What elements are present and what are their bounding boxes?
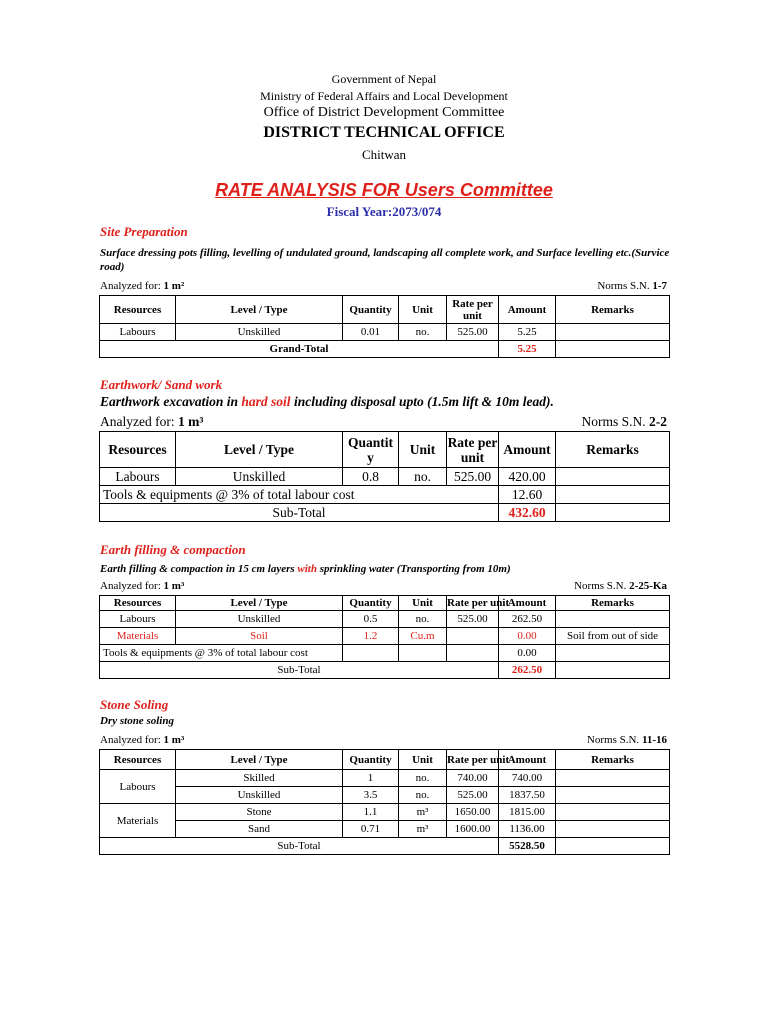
col-rate: Rate per unit xyxy=(447,750,499,770)
table-row xyxy=(100,324,670,341)
tools-row xyxy=(100,486,670,504)
earth-filling-norms: Norms S.N. 2-25-Ka xyxy=(574,580,667,592)
stone-soling-description: Dry stone soling xyxy=(100,715,174,727)
col-quantity: Quantity xyxy=(343,750,399,770)
cell-level: Stone xyxy=(176,804,343,821)
cell-resource: Materials xyxy=(100,628,176,645)
site-prep-norms: Norms S.N. 1-7 xyxy=(597,280,667,292)
tools-amount: 0.00 xyxy=(499,645,556,662)
cell-level: Unskilled xyxy=(176,324,343,341)
cell-level: Sand xyxy=(176,821,343,838)
page-title: RATE ANALYSIS FOR Users Committee xyxy=(215,180,553,200)
cell-resource: Labours xyxy=(100,468,176,486)
table-row xyxy=(100,770,670,787)
tools-amount: 12.60 xyxy=(499,486,556,504)
cell-unit: no. xyxy=(399,468,447,486)
fiscal-year: Fiscal Year:2073/074 xyxy=(326,204,442,219)
tools-row xyxy=(100,645,670,662)
cell-remarks xyxy=(556,804,670,821)
cell-resource: Labours xyxy=(100,324,176,341)
subtotal-row xyxy=(100,662,670,679)
cell-remarks xyxy=(556,770,670,787)
cell-quantity: 0.8 xyxy=(343,468,399,486)
col-unit: Unit xyxy=(399,596,447,611)
grand-total-value: 5.25 xyxy=(499,341,556,358)
earthwork-description: Earthwork excavation in hard soil including disposal upto (1.5m lift & 10m lead). xyxy=(100,394,554,409)
cell-level: Skilled xyxy=(176,770,343,787)
table-header-row xyxy=(100,296,670,324)
cell-quantity: 1 xyxy=(343,770,399,787)
subtotal-value: 432.60 xyxy=(499,504,556,522)
cell-rate: 740.00 xyxy=(447,770,499,787)
cell-quantity xyxy=(343,645,399,662)
col-unit: Unit xyxy=(399,432,447,468)
grand-total-row xyxy=(100,341,670,358)
cell-level: Soil xyxy=(176,628,343,645)
cell-level: Unskilled xyxy=(176,468,343,486)
group-labours: Labours xyxy=(100,770,176,804)
cell-remarks xyxy=(556,341,670,358)
cell-rate: 525.00 xyxy=(447,324,499,341)
cell-remarks xyxy=(556,645,670,662)
cell-rate: 1650.00 xyxy=(447,804,499,821)
cell-amount: 1136.00 xyxy=(499,821,556,838)
earthwork-table xyxy=(99,431,670,522)
cell-unit: m³ xyxy=(399,804,447,821)
table-header-row xyxy=(100,750,670,770)
cell-rate xyxy=(447,645,499,662)
site-prep-title: Site Preparation xyxy=(100,224,188,239)
cell-remarks xyxy=(556,821,670,838)
header-ministry: Ministry of Federal Affairs and Local Development xyxy=(260,89,508,103)
col-amount: Amount xyxy=(499,750,556,770)
cell-quantity: 1.2 xyxy=(343,628,399,645)
cell-unit: no. xyxy=(399,324,447,341)
header-government: Government of Nepal xyxy=(331,72,437,86)
site-prep-description: Surface dressing pots filling, levelling of undulated ground, landscaping all complete work, and Surface levelling etc.(Survice road) xyxy=(100,247,670,273)
cell-quantity: 0.71 xyxy=(343,821,399,838)
header-district: Chitwan xyxy=(361,147,407,162)
stone-soling-table xyxy=(99,749,670,855)
cell-remarks xyxy=(556,611,670,628)
col-unit: Unit xyxy=(399,296,447,324)
subtotal-label: Sub-Total xyxy=(100,838,499,855)
cell-amount: 740.00 xyxy=(499,770,556,787)
cell-quantity: 3.5 xyxy=(343,787,399,804)
table-row xyxy=(100,787,670,804)
grand-total-label: Grand-Total xyxy=(100,341,499,358)
cell-quantity: 0.5 xyxy=(343,611,399,628)
col-resources: Resources xyxy=(100,432,176,468)
cell-rate: 1600.00 xyxy=(447,821,499,838)
earth-filling-table xyxy=(99,595,670,679)
table-row xyxy=(100,611,670,628)
cell-remarks xyxy=(556,838,670,855)
col-rate: Rate per unit xyxy=(447,296,499,324)
cell-amount: 420.00 xyxy=(499,468,556,486)
cell-unit: Cu.m xyxy=(399,628,447,645)
col-remarks: Remarks xyxy=(556,432,670,468)
col-remarks: Remarks xyxy=(556,596,670,611)
col-level: Level / Type xyxy=(176,432,343,468)
cell-unit: no. xyxy=(399,611,447,628)
col-resources: Resources xyxy=(100,750,176,770)
col-amount: Amount xyxy=(499,596,556,611)
col-level: Level / Type xyxy=(176,750,343,770)
col-quantity: Quantity xyxy=(343,296,399,324)
earthwork-analyzed: Analyzed for: 1 m³ xyxy=(100,414,204,429)
cell-remarks xyxy=(556,324,670,341)
subtotal-value: 5528.50 xyxy=(499,838,556,855)
col-unit: Unit xyxy=(399,750,447,770)
col-level: Level / Type xyxy=(176,596,343,611)
col-level: Level / Type xyxy=(176,296,343,324)
cell-rate: 525.00 xyxy=(447,787,499,804)
cell-remarks xyxy=(556,787,670,804)
stone-soling-norms: Norms S.N. 11-16 xyxy=(586,734,667,746)
cell-amount: 1837.50 xyxy=(499,787,556,804)
cell-quantity: 0.01 xyxy=(343,324,399,341)
cell-rate: 525.00 xyxy=(447,611,499,628)
group-materials: Materials xyxy=(100,804,176,838)
cell-level: Unskilled xyxy=(176,611,343,628)
cell-remarks xyxy=(556,486,670,504)
cell-remarks xyxy=(556,468,670,486)
subtotal-row xyxy=(100,838,670,855)
site-prep-table xyxy=(99,295,670,358)
table-row xyxy=(100,821,670,838)
cell-quantity: 1.1 xyxy=(343,804,399,821)
cell-amount: 1815.00 xyxy=(499,804,556,821)
earth-filling-analyzed: Analyzed for: 1 m³ xyxy=(100,580,185,592)
col-amount: Amount xyxy=(499,432,556,468)
col-remarks: Remarks xyxy=(556,750,670,770)
cell-level: Unskilled xyxy=(176,787,343,804)
subtotal-label: Sub-Total xyxy=(100,504,499,522)
subtotal-row xyxy=(100,504,670,522)
table-header-row xyxy=(100,432,670,468)
subtotal-label: Sub-Total xyxy=(100,662,499,679)
cell-remarks: Soil from out of side xyxy=(556,628,670,645)
col-resources: Resources xyxy=(100,596,176,611)
cell-resource: Labours xyxy=(100,611,176,628)
table-header-row xyxy=(100,596,670,611)
earth-filling-description: Earth filling & compaction in 15 cm layers with sprinkling water (Transporting from 10m) xyxy=(100,563,511,575)
site-prep-analyzed: Analyzed for: 1 m² xyxy=(100,280,185,292)
cell-remarks xyxy=(556,504,670,522)
subtotal-value: 262.50 xyxy=(499,662,556,679)
stone-soling-title: Stone Soling xyxy=(100,697,169,712)
col-quantity: Quantity xyxy=(343,596,399,611)
tools-label: Tools & equipments @ 3% of total labour cost xyxy=(100,645,343,662)
earthwork-norms: Norms S.N. 2-2 xyxy=(581,414,667,429)
cell-unit: m³ xyxy=(399,821,447,838)
col-amount: Amount xyxy=(499,296,556,324)
col-rate: Rate per unit xyxy=(447,597,510,609)
table-row xyxy=(100,628,670,645)
cell-unit: no. xyxy=(399,787,447,804)
cell-amount: 262.50 xyxy=(499,611,556,628)
cell-amount: 0.00 xyxy=(499,628,556,645)
cell-amount: 5.25 xyxy=(499,324,556,341)
stone-soling-analyzed: Analyzed for: 1 m³ xyxy=(100,734,185,746)
cell-unit: no. xyxy=(399,770,447,787)
cell-remarks xyxy=(556,662,670,679)
cell-rate xyxy=(447,628,499,645)
col-quantity: Quantit y xyxy=(343,432,399,468)
cell-unit xyxy=(399,645,447,662)
col-resources: Resources xyxy=(100,296,176,324)
header-office: Office of District Development Committee xyxy=(263,105,505,120)
table-row xyxy=(100,468,670,486)
col-remarks: Remarks xyxy=(556,296,670,324)
earthwork-title: Earthwork/ Sand work xyxy=(100,377,223,392)
earth-filling-title: Earth filling & compaction xyxy=(100,542,246,557)
tools-label: Tools & equipments @ 3% of total labour cost xyxy=(100,486,499,504)
col-rate: Rate per unit xyxy=(447,432,499,468)
cell-rate: 525.00 xyxy=(447,468,499,486)
header-technical-office: DISTRICT TECHNICAL OFFICE xyxy=(263,124,505,141)
table-row xyxy=(100,804,670,821)
